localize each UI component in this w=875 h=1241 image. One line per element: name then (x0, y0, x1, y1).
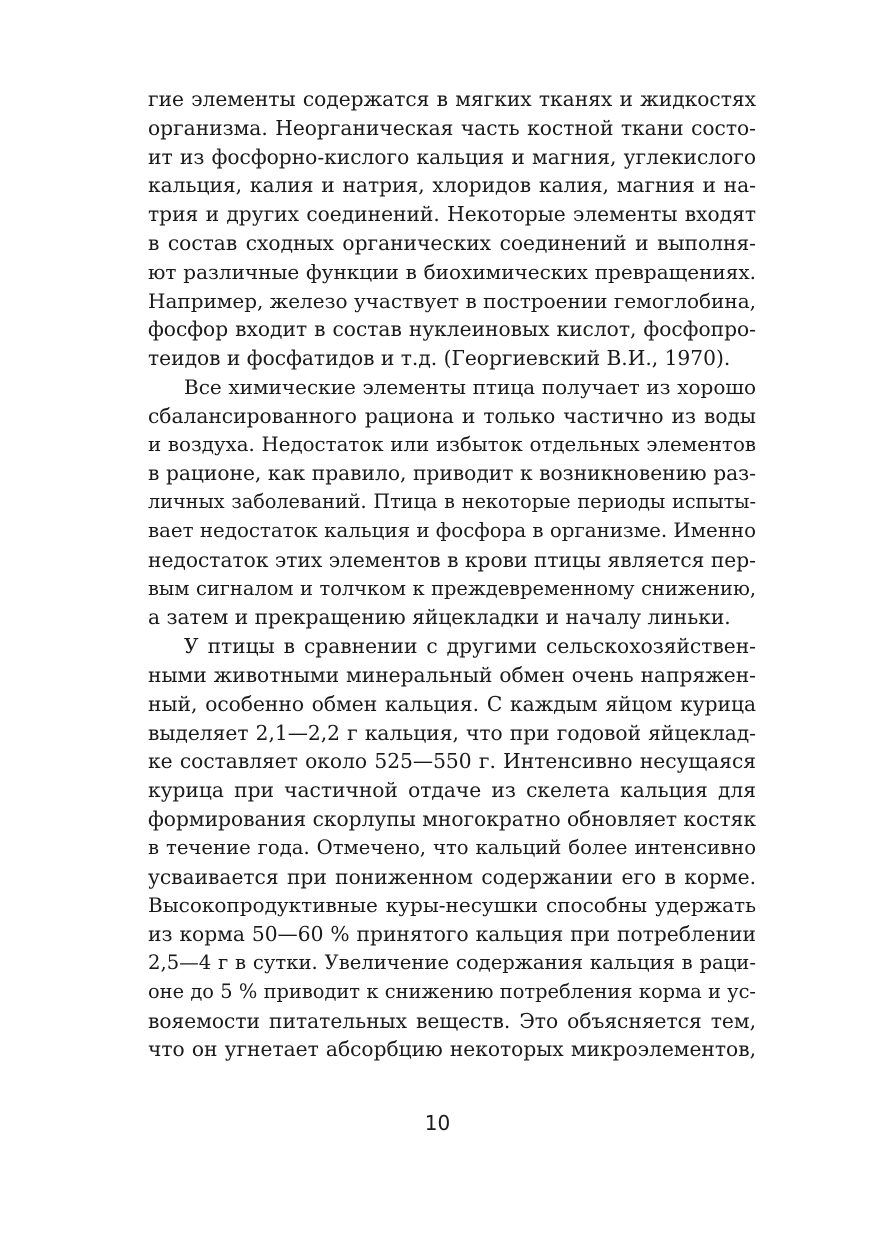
text-line: Высокопродуктивные куры-несушки способны удержать (148, 893, 756, 918)
paragraph-first-line: У птицы в сравнении с другими сельскохозяйствен- (184, 634, 756, 659)
text-line: гие элементы содержатся в мягких тканях и жидкостях (148, 87, 756, 111)
text-line: ке составляет около 525—550 г. Интенсивно несущаяся (148, 749, 756, 774)
text-line: ными животными минеральный обмен очень напряжен- (148, 662, 756, 687)
text-line: трия и других соединений. Некоторые элементы входят (148, 202, 756, 227)
text-line: оне до 5 % приводит к снижению потребления корма и ус- (148, 979, 756, 1003)
text-line: из корма 50—60 % принятого кальция при потреблении (148, 922, 756, 947)
text-line: недостаток этих элементов в крови птицы является пер- (148, 547, 756, 572)
text-line: курица при частичной отдаче из скелета кальция для (148, 778, 756, 803)
text-line: ит из фосфорно-кислого кальция и магния, углекислого (148, 144, 756, 169)
text-line: что он угнетает абсорбцию некоторых микроэлементов, (148, 1037, 756, 1062)
text-line: организма. Неорганическая часть костной ткани состо- (148, 115, 756, 140)
paragraph-first-line: Все химические элементы птица получает из хорошо (184, 374, 756, 399)
text-line: вает недостаток кальция и фосфора в организме. Именно (148, 518, 757, 542)
text-line: в состав сходных органических соединений и выполня- (148, 230, 756, 255)
text-line: а затем и прекращению яйцекладки и началу линьки. (148, 605, 731, 630)
text-line: в течение года. Отмечено, что кальций более интенсивно (148, 835, 756, 859)
text-line: в рационе, как правило, приводит к возникновению раз- (148, 461, 756, 486)
text-line: вояемости питательных веществ. Это объясняется тем, (148, 1008, 756, 1033)
text-line: формирования скорлупы многократно обновляет костяк (148, 806, 757, 831)
body-text (148, 85, 756, 1064)
text-line: ный, особенно обмен кальция. С каждым яйцом курица (148, 691, 756, 716)
text-line: сбалансированного рациона и только частично из воды (148, 403, 756, 428)
text-line: вым сигналом и толчком к преждевременному снижению, (148, 576, 756, 600)
text-line: усваивается при пониженном содержании его в корме. (148, 864, 756, 889)
text-line: кальция, калия и натрия, хлоридов калия, магния и на- (148, 173, 756, 198)
text-line: Например, железо участвует в построении гемоглобина, (148, 288, 756, 313)
text-line: и воздуха. Недостаток или избыток отдельных элементов (148, 432, 756, 456)
text-line: теидов и фосфатидов и т.д. (Георгиевский В.И., 1970). (148, 346, 731, 371)
text-line: выделяет 2,1—2,2 г кальция, что при годовой яйцеклад- (148, 720, 756, 745)
text-line: ют различные функции в биохимических превращениях. (148, 259, 756, 284)
text-line: 2,5—4 г в сутки. Увеличение содержания кальция в раци- (148, 950, 756, 974)
text-line: личных заболеваний. Птица в некоторые периоды испыты- (148, 490, 756, 514)
text-line: фосфор входит в состав нуклеиновых кислот, фосфопро- (148, 317, 756, 342)
page-number: 10 (424, 1111, 451, 1135)
